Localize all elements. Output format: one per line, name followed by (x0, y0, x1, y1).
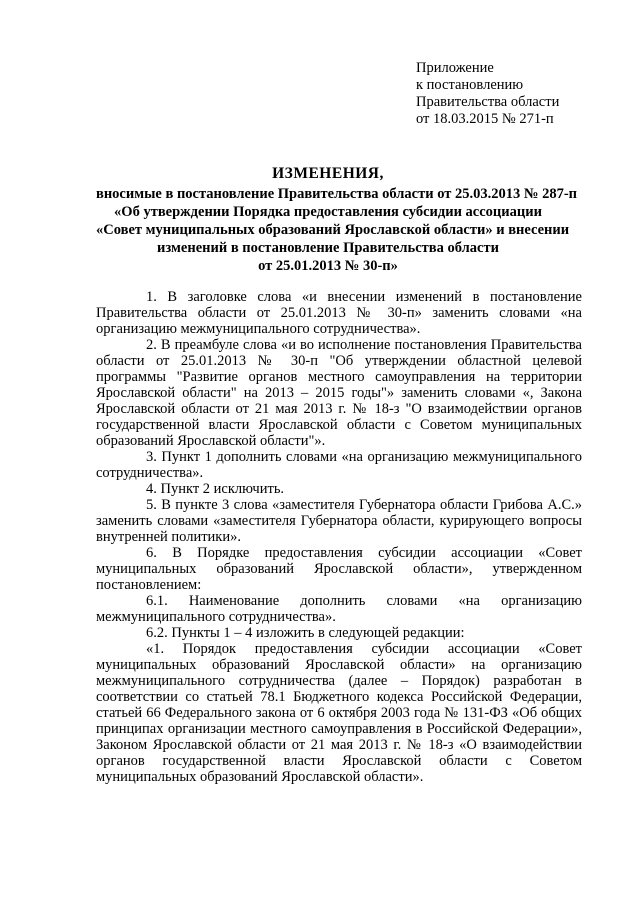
annex-line: Правительства области (416, 94, 560, 110)
document-title (96, 165, 578, 275)
title-heading: ИЗМЕНЕНИЯ, (272, 165, 384, 182)
paragraph-new-1: «1. Порядок предоставления субсидии ассоциации «Совет муниципальных образований Ярославской области» на организацию межмуниципального сотрудничества (далее – Порядок) разработан в соответствии со статьей 78.1 Бюджетного кодекса Российской Федерации, статьей 66 Федерального закона от 6 октября 2003 года № 131-ФЗ «Об общих принципах организации местного самоуправления в Российской Федерации», Законом Ярославской области от 21 мая 2013 г. № 18-з «О взаимодействии органов государственной власти Ярославской области с Советом муниципальных образований Ярославской области». (96, 641, 582, 785)
annex-line: от 18.03.2015 № 271-п (416, 111, 554, 127)
paragraph-6-1: 6.1. Наименование дополнить словами «на организацию межмуниципального сотрудничества». (96, 593, 582, 625)
title-line: «Совет муниципальных образований Ярославской области» и внесении (96, 222, 570, 238)
title-line: вносимые в постановление Правительства области от 25.03.2013 № 287-п (96, 186, 578, 202)
paragraph-5: 5. В пункте 3 слова «заместителя Губернатора области Грибова А.С.» заменить словами «заместителя Губернатора области, курирующего вопросы внутренней политики». (96, 497, 582, 545)
paragraph-2: 2. В преамбуле слова «и во исполнение постановления Правительства области от 25.01.2013 № 30-п "Об утверждении областной целевой программы "Развитие органов местного самоуправления на территории Ярославской области" на 2013 – 2015 годы"» заменить словами «, Закона Ярославской области от 21 мая 2013 г. № 18-з "О взаимодействии органов государственной власти Ярославской области с Советом муниципальных образований Ярославской области"». (96, 337, 582, 449)
paragraph-6-2: 6.2. Пункты 1 – 4 изложить в следующей редакции: (146, 625, 465, 641)
annex-line: к постановлению (416, 77, 524, 93)
document-body (96, 289, 582, 785)
paragraph-3: 3. Пункт 1 дополнить словами «на организацию межмуниципального сотрудничества». (96, 449, 582, 481)
paragraph-4: 4. Пункт 2 исключить. (146, 481, 285, 497)
paragraph-6: 6. В Порядке предоставления субсидии ассоциации «Совет муниципальных образований Ярославской области», утвержденном постановлением: (96, 545, 582, 593)
title-line: изменений в постановление Правительства области (157, 240, 499, 256)
annex-line: Приложение (416, 60, 494, 76)
title-line: от 25.01.2013 № 30-п» (258, 258, 398, 274)
paragraph-1: 1. В заголовке слова «и внесении изменений в постановление Правительства области от 25.01.2013 № 30-п» заменить словами «на организацию межмуниципального сотрудничества». (96, 289, 582, 337)
title-line: «Об утверждении Порядка предоставления субсидии ассоциации (114, 204, 542, 220)
annex-block (416, 60, 559, 128)
